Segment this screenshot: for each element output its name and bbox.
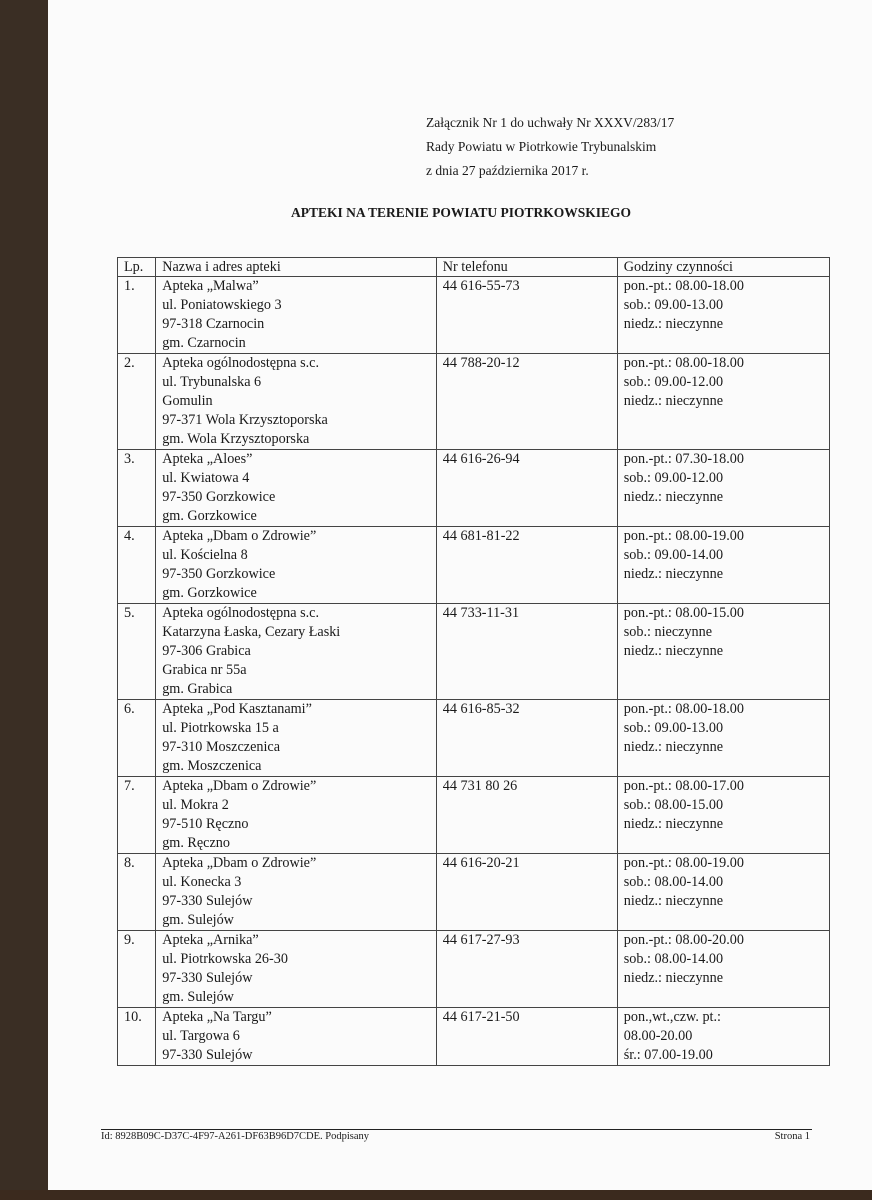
address-line: 97-310 Moszczenica: [162, 739, 280, 755]
cell-lp: 5.: [118, 604, 156, 700]
document-title-wrap: [0, 205, 872, 221]
table-row: [118, 931, 830, 1008]
address-line: Apteka „Na Targu”: [162, 1009, 272, 1025]
cell-name-address: [156, 450, 437, 527]
table-row: [118, 277, 830, 354]
cell-phone: 44 617-21-50: [436, 1008, 617, 1066]
hours-line: pon.-pt.: 08.00-19.00: [623, 855, 744, 871]
cell-lp: 9.: [118, 931, 156, 1008]
hours-line: pon.-pt.: 07.30-18.00: [623, 451, 744, 467]
column-header-lp: Lp.: [118, 258, 156, 277]
hours-line: sob.: 08.00-14.00: [623, 874, 724, 890]
hours-line: niedz.: nieczynne: [623, 970, 724, 986]
hours-line: 08.00-20.00: [623, 1028, 693, 1044]
hours-line: sob.: 09.00-13.00: [623, 297, 724, 313]
cell-lp: 10.: [118, 1008, 156, 1066]
hours-line: pon.-pt.: 08.00-15.00: [623, 605, 744, 621]
address-line: gm. Gorzkowice: [162, 508, 257, 524]
address-line: gm. Czarnocin: [162, 335, 246, 351]
address-line: 97-350 Gorzkowice: [162, 489, 276, 505]
cell-phone: 44 617-27-93: [436, 931, 617, 1008]
table-row: [118, 527, 830, 604]
cell-name-address: [156, 777, 437, 854]
address-line: ul. Kwiatowa 4: [162, 470, 250, 486]
table-row: [118, 700, 830, 777]
address-line: 97-306 Grabica: [162, 643, 251, 659]
cell-phone: 44 616-20-21: [436, 854, 617, 931]
address-line: Apteka „Dbam o Zdrowie”: [162, 778, 317, 794]
footer-page-number: Strona 1: [774, 1131, 810, 1142]
address-line: Gomulin: [162, 393, 213, 409]
address-line: Apteka „Aloes”: [162, 451, 253, 467]
cell-phone: 44 616-26-94: [436, 450, 617, 527]
cell-name-address: [156, 1008, 437, 1066]
cell-hours: [617, 1008, 829, 1066]
table-row: [118, 354, 830, 450]
cell-lp: 2.: [118, 354, 156, 450]
cell-hours: [617, 777, 829, 854]
cell-phone: 44 733-11-31: [436, 604, 617, 700]
hours-line: niedz.: nieczynne: [623, 893, 724, 909]
address-line: ul. Konecka 3: [162, 874, 242, 890]
table-row: [118, 854, 830, 931]
address-line: Apteka „Dbam o Zdrowie”: [162, 855, 317, 871]
column-header-hours: Godziny czynności: [617, 258, 829, 277]
address-line: Apteka ogólnodostępna s.c.: [162, 605, 320, 621]
address-line: Apteka „Malwa”: [162, 278, 259, 294]
header-line: Rady Powiatu w Piotrkowie Trybunalskim: [426, 139, 657, 154]
address-line: ul. Mokra 2: [162, 797, 229, 813]
address-line: ul. Kościelna 8: [162, 547, 248, 563]
hours-line: niedz.: nieczynne: [623, 566, 724, 582]
hours-line: śr.: 07.00-19.00: [623, 1047, 713, 1063]
address-line: 97-330 Sulejów: [162, 970, 253, 986]
address-line: gm. Sulejów: [162, 989, 234, 1005]
cell-name-address: [156, 931, 437, 1008]
table-row: [118, 1008, 830, 1066]
hours-line: niedz.: nieczynne: [623, 316, 724, 332]
footer-document-id: Id: 8928B09C-D37C-4F97-A261-DF63B96D7CDE. Podpisany: [101, 1131, 370, 1142]
address-line: ul. Targowa 6: [162, 1028, 240, 1044]
cell-hours: [617, 354, 829, 450]
hours-line: niedz.: nieczynne: [623, 393, 724, 409]
hours-line: niedz.: nieczynne: [623, 489, 724, 505]
table-row: [118, 777, 830, 854]
hours-line: niedz.: nieczynne: [623, 816, 724, 832]
address-line: Apteka „Pod Kasztanami”: [162, 701, 312, 717]
address-line: gm. Wola Krzysztoporska: [162, 431, 310, 447]
cell-phone: 44 616-55-73: [436, 277, 617, 354]
address-line: gm. Moszczenica: [162, 758, 262, 774]
address-line: Apteka „Dbam o Zdrowie”: [162, 528, 317, 544]
scan-background: [0, 1190, 872, 1200]
address-line: gm. Gorzkowice: [162, 585, 257, 601]
address-line: 97-510 Ręczno: [162, 816, 249, 832]
cell-name-address: [156, 854, 437, 931]
cell-name-address: [156, 354, 437, 450]
header-line: z dnia 27 października 2017 r.: [426, 163, 589, 178]
address-line: 97-330 Sulejów: [162, 893, 253, 909]
cell-lp: 4.: [118, 527, 156, 604]
hours-line: pon.,wt.,czw. pt.:: [623, 1009, 721, 1025]
hours-line: sob.: 08.00-15.00: [623, 797, 724, 813]
hours-line: sob.: 09.00-13.00: [623, 720, 724, 736]
address-line: 97-371 Wola Krzysztoporska: [162, 412, 328, 428]
hours-line: niedz.: nieczynne: [623, 739, 724, 755]
address-line: Apteka ogólnodostępna s.c.: [162, 355, 320, 371]
hours-line: pon.-pt.: 08.00-18.00: [623, 355, 744, 371]
hours-line: sob.: 09.00-12.00: [623, 374, 724, 390]
attachment-header: [426, 111, 674, 183]
cell-phone: 44 616-85-32: [436, 700, 617, 777]
address-line: gm. Sulejów: [162, 912, 234, 928]
cell-hours: [617, 854, 829, 931]
hours-line: sob.: nieczynne: [623, 624, 713, 640]
cell-hours: [617, 277, 829, 354]
cell-name-address: [156, 527, 437, 604]
cell-name-address: [156, 700, 437, 777]
address-line: Grabica nr 55a: [162, 662, 247, 678]
cell-hours: [617, 450, 829, 527]
table-body: [118, 277, 830, 1066]
cell-phone: 44 681-81-22: [436, 527, 617, 604]
cell-hours: [617, 527, 829, 604]
column-header-name: Nazwa i adres apteki: [156, 258, 437, 277]
hours-line: sob.: 09.00-12.00: [623, 470, 724, 486]
cell-lp: 7.: [118, 777, 156, 854]
address-line: gm. Grabica: [162, 681, 233, 697]
pharmacies-table: [117, 257, 830, 1066]
address-line: 97-318 Czarnocin: [162, 316, 265, 332]
address-line: ul. Piotrkowska 26-30: [162, 951, 288, 967]
document-title: APTEKI NA TERENIE POWIATU PIOTRKOWSKIEGO: [290, 205, 632, 220]
hours-line: pon.-pt.: 08.00-20.00: [623, 932, 744, 948]
header-line: Załącznik Nr 1 do uchwały Nr XXXV/283/17: [426, 115, 675, 130]
hours-line: pon.-pt.: 08.00-18.00: [623, 278, 744, 294]
address-line: Katarzyna Łaska, Cezary Łaski: [162, 624, 341, 640]
hours-line: pon.-pt.: 08.00-17.00: [623, 778, 744, 794]
cell-lp: 3.: [118, 450, 156, 527]
cell-hours: [617, 700, 829, 777]
cell-hours: [617, 604, 829, 700]
cell-name-address: [156, 277, 437, 354]
address-line: 97-330 Sulejów: [162, 1047, 253, 1063]
cell-name-address: [156, 604, 437, 700]
hours-line: pon.-pt.: 08.00-18.00: [623, 701, 744, 717]
table-row: [118, 450, 830, 527]
address-line: ul. Piotrkowska 15 a: [162, 720, 279, 736]
hours-line: sob.: 08.00-14.00: [623, 951, 724, 967]
cell-lp: 6.: [118, 700, 156, 777]
table-row: [118, 604, 830, 700]
cell-hours: [617, 931, 829, 1008]
cell-lp: 1.: [118, 277, 156, 354]
hours-line: pon.-pt.: 08.00-19.00: [623, 528, 744, 544]
cell-phone: 44 731 80 26: [436, 777, 617, 854]
address-line: ul. Poniatowskiego 3: [162, 297, 282, 313]
hours-line: niedz.: nieczynne: [623, 643, 724, 659]
cell-lp: 8.: [118, 854, 156, 931]
column-header-phone: Nr telefonu: [436, 258, 617, 277]
address-line: gm. Ręczno: [162, 835, 230, 851]
address-line: Apteka „Arnika”: [162, 932, 259, 948]
hours-line: sob.: 09.00-14.00: [623, 547, 724, 563]
address-line: 97-350 Gorzkowice: [162, 566, 276, 582]
cell-phone: 44 788-20-12: [436, 354, 617, 450]
table-header-row: [118, 258, 830, 277]
address-line: ul. Trybunalska 6: [162, 374, 262, 390]
footer-divider: [101, 1129, 812, 1130]
